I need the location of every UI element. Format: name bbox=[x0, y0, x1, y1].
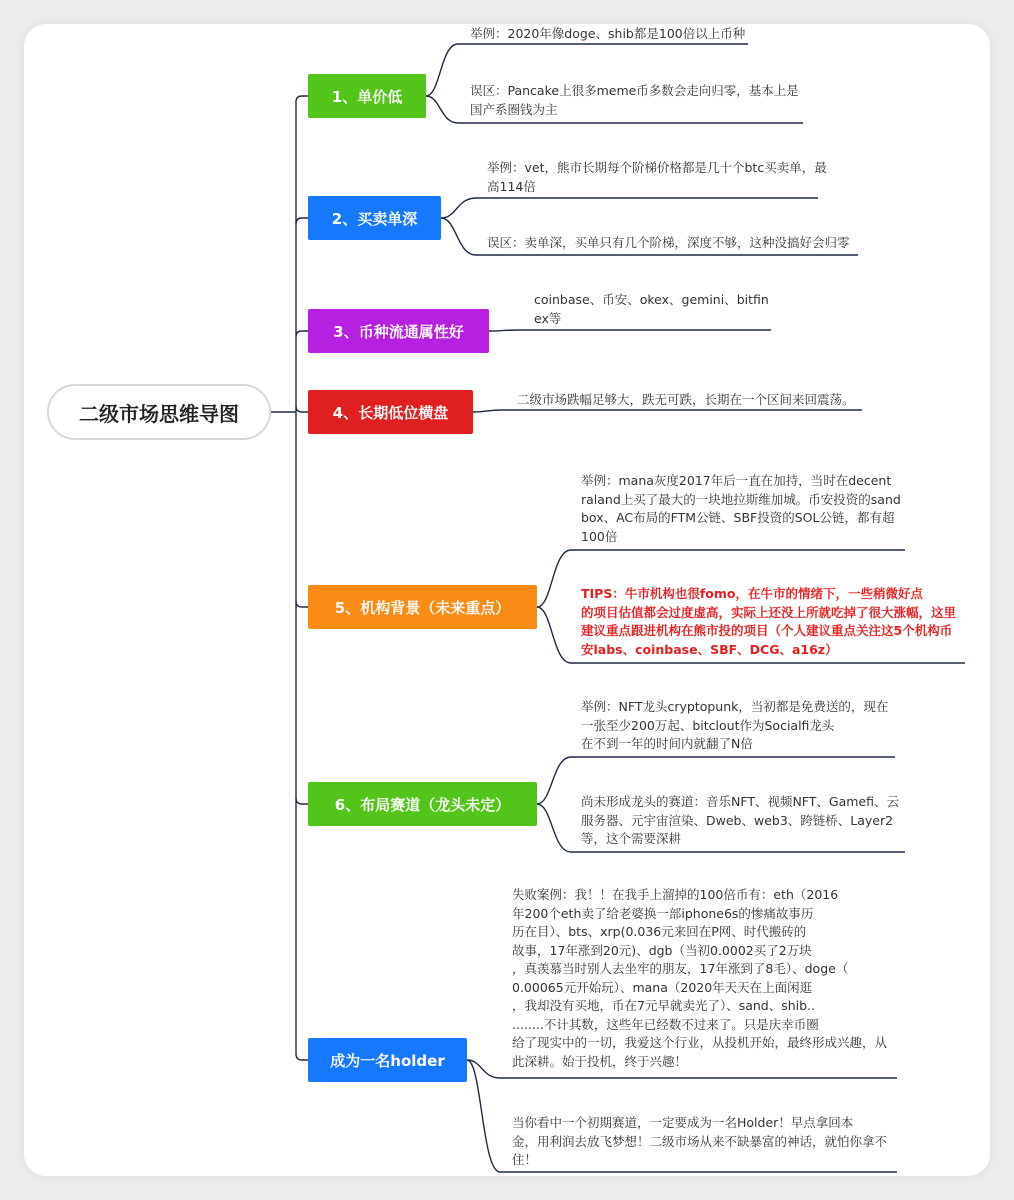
leaf-line: 高114倍 bbox=[487, 178, 536, 194]
leaf-line: 给了现实中的一切，我爱这个行业，从投机开始，最终形成兴趣，从 bbox=[512, 1035, 888, 1050]
branch-node-6[interactable]: 6、布局赛道（龙头未定） bbox=[308, 782, 537, 826]
leaf-line: 二级市场跌幅足够大，跌无可跌，长期在一个区间来回震荡。 bbox=[517, 392, 855, 407]
leaf-1-misconception bbox=[470, 82, 799, 119]
leaf-line: 安labs、coinbase、SBF、DCG、a16z） bbox=[581, 641, 838, 657]
leaf-2-misconception bbox=[487, 234, 850, 253]
leaf-3-exchanges bbox=[534, 291, 769, 328]
leaf-line: coinbase、币安、okex、gemini、bitfin bbox=[534, 292, 769, 307]
leaf-line: 建议重点跟进机构在熊市投的项目（个人建议重点关注这5个机构币 bbox=[581, 623, 953, 638]
leaf-5-example bbox=[581, 472, 901, 546]
leaf-line: 举例：NFT龙头cryptopunk，当初都是免费送的，现在 bbox=[581, 699, 889, 714]
leaf-line: 历在目）、bts、xrp(0.036元来回在P网、时代搬砖的 bbox=[512, 924, 807, 939]
leaf-line: 100倍 bbox=[581, 528, 618, 544]
leaf-line: 一张至少200万起、bitclout作为Socialfi龙头 bbox=[581, 717, 835, 733]
leaf-1-example bbox=[470, 25, 745, 44]
branch-node-7[interactable]: 成为一名holder bbox=[308, 1038, 467, 1082]
leaf-7-failure-case bbox=[512, 886, 887, 1071]
leaf-line: 的项目估值都会过度虚高，实际上还没上所就吃掉了很大涨幅，这里 bbox=[581, 604, 957, 620]
leaf-line: 等，这个需要深耕 bbox=[581, 831, 682, 846]
leaf-line: 住！ bbox=[512, 1152, 538, 1167]
branch-node-2[interactable]: 2、买卖单深 bbox=[308, 196, 441, 240]
leaf-7-advice bbox=[512, 1114, 887, 1170]
leaf-line: 此深耕。始于投机，终于兴趣！ bbox=[512, 1053, 688, 1069]
leaf-line: 举例：mana灰度2017年后一直在加持，当时在decent bbox=[581, 473, 892, 488]
leaf-5-tips bbox=[581, 585, 956, 659]
leaf-4-description bbox=[517, 391, 855, 410]
leaf-line: 服务器、元宇宙渲染、Dweb、web3、跨链桥、Layer2 bbox=[581, 812, 894, 828]
leaf-line: raland上买了最大的一块地拉斯维加城。币安投资的sand bbox=[581, 491, 901, 507]
leaf-line: TIPS：牛市机构也很fomo，在牛市的情绪下，一些稍微好点 bbox=[581, 586, 923, 601]
leaf-line: 举例：2020年像doge、shib都是100倍以上币种 bbox=[470, 26, 746, 41]
leaf-line: 年200个eth卖了给老婆换一部iphone6s的惨痛故事历 bbox=[512, 905, 814, 921]
leaf-line: 故事，17年涨到20元)、dgb（当初0.0002买了2万块 bbox=[512, 942, 812, 958]
leaf-line: ........不计其数，这些年已经数不过来了。只是庆幸币圈 bbox=[512, 1016, 819, 1032]
branch-node-4[interactable]: 4、长期低位横盘 bbox=[308, 390, 473, 434]
leaf-line: box、AC布局的FTM公链、SBF投资的SOL公链，都有超 bbox=[581, 510, 895, 525]
branch-node-3[interactable]: 3、币种流通属性好 bbox=[308, 309, 489, 353]
branch-node-1[interactable]: 1、单价低 bbox=[308, 74, 426, 118]
branch-node-5[interactable]: 5、机构背景（未来重点） bbox=[308, 585, 537, 629]
leaf-line: ，真羡慕当时别人去坐牢的朋友，17年涨到了8毛）、doge（ bbox=[512, 961, 849, 976]
leaf-line: 国产系圈钱为主 bbox=[470, 101, 558, 117]
leaf-line: ，我却没有买地，币在7元早就卖光了）、sand、shib.. bbox=[512, 998, 816, 1013]
leaf-line: 0.00065元开始玩）、mana（2020年天天在上面闲逛 bbox=[512, 979, 813, 995]
leaf-line: 误区：卖单深，买单只有几个阶梯，深度不够，这种没搞好会归零 bbox=[487, 235, 850, 250]
leaf-line: 失败案例：我！！在我手上溜掉的100倍币有：eth（2016 bbox=[512, 887, 839, 902]
leaf-line: 在不到一年的时间内就翻了N倍 bbox=[581, 736, 753, 751]
leaf-6-example bbox=[581, 698, 888, 754]
leaf-6-tracks bbox=[581, 793, 899, 849]
leaf-line: ex等 bbox=[534, 310, 562, 326]
leaf-line: 误区：Pancake上很多meme币多数会走向归零，基本上是 bbox=[470, 83, 799, 98]
leaf-line: 举例：vet，熊市长期每个阶梯价格都是几十个btc买卖单，最 bbox=[487, 160, 827, 175]
leaf-line: 金，用利润去放飞梦想！二级市场从来不缺暴富的神话，就怕你拿不 bbox=[512, 1133, 888, 1149]
leaf-2-example bbox=[487, 159, 827, 196]
root-node[interactable]: 二级市场思维导图 bbox=[47, 384, 271, 440]
leaf-line: 当你看中一个初期赛道，一定要成为一名Holder！早点拿回本 bbox=[512, 1115, 854, 1130]
leaf-line: 尚未形成龙头的赛道：音乐NFT、视频NFT、Gamefi、云 bbox=[581, 794, 900, 809]
